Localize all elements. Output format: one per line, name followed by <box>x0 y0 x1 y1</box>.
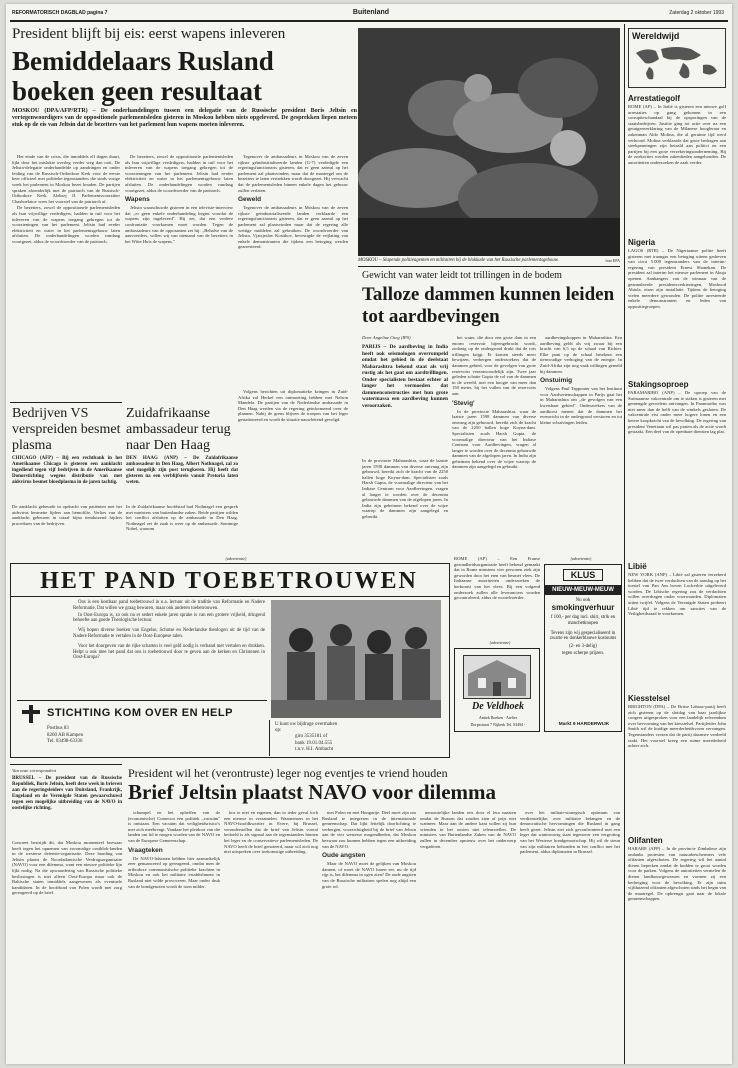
sidebar-item-body: LAGOS (RTR) – De Nigeriaanse politie heeft gisteren met traangas een betoging uiteen gedreven van circa 5.000 tegenstanders van de interim-regering van president Ernest Shonekan. De president zal interim het nieuwe parlement in Abuja openen. Aanhangers van de winnaar van de geannuleerde presidentsverkiezingen, Moshood Abiola, eisen zijn installatie. Tijdens de betoging vielen meerdere gewonden. De politie arresteerde enkele demonstranten en leden van oppositiegroepen. <box>628 248 726 309</box>
sidebar-item-title: Stakingsoproep <box>628 380 689 389</box>
ad1-photo-group <box>271 600 441 718</box>
story2-col2-text: het water, die door een grote dam in een enorm reservoir bijeengebracht wordt, zodanig op de ondergrond drukt dat de rots trillingen krijgt. Er komen steeds meer bewijzen, verbergen onderzoekers dat de dammen gebied, voor de gevolgen van grote reservoirs verantwoordelijk zijn. Twee jaar geleden schatte Gupta de rol van de dammen in de wereld, met een hoogte van meer dan 150 meter, bij het vullen van de reservoirs aan. <box>452 335 536 396</box>
ad1-address-line: Tel. 03498-63336 <box>47 739 83 744</box>
story2-byline: Door Angeline Oseg (IPS) <box>362 335 411 340</box>
ad1-address-line: Postbus 83 <box>47 726 69 731</box>
story1-body2: De bezetters, zowel de oppositionele parlementsleden als hun vrijwillige verdedigers, hadden in ruil voor het inleveren van de wapens toegang gekregen tot de voorzieningen van het parlement. Jeltsin had eerder elektriciteit en water in het parlementsgebouw laten afsluiten. De onderhandelingen worden vandaag voortgezet, aldus de woordvoerder van de patriarch. <box>12 205 120 244</box>
story6-col1-text-b: De NAVO-lidstaten hebben hier aanvankelijk zeer genuanceerd op gereageerd, omdat men de orthodoxe communistische politieke krachten in Moskou en ook het militaire establishment in Rusland niet wilde provoceren. Maar onder druk van de bondgenoten wordt de toon milder. <box>128 855 220 889</box>
story2-lead: PARIJS – De aardbeving in India heeft ook seismologen overrompeld omdat het gebied in de deelstaat Maharashtra bekend staat als vrij rustig als het gaat om aardtrillingen. Onder specialisten bestaat echter al langer het vermoeden dat dammenconstructies met hun grote watermassa een aardbeving kunnen veroorzaken. <box>362 344 448 409</box>
ad3-t2: Nu ook <box>575 598 591 603</box>
ad2-building-icon <box>463 655 531 699</box>
story4-kicker: Zuidafrikaanse ambassadeur terug naar Den Haag <box>126 406 231 453</box>
story2-kicker: Gewicht van water leidt tot trillingen in de bodem <box>362 270 562 281</box>
story5-lead: BRUSSEL – De president van de Russische Republiek, Boris Jeltsin, heeft deze week in brieven aan de regeringsleiders van Duitsland, Frankrijk, Engeland en de Verenigde Staten gewaarschuwd tegen een mogelijke uitbreiding van de NAVO in oostelijke richting. <box>12 776 122 811</box>
story1-col3 <box>238 154 348 251</box>
sidebar-items <box>628 92 726 1056</box>
story1-kicker: President blijft bij eis: eerst wapens inleveren <box>12 26 286 42</box>
sidebar-item-body: BRIGHTON (DPA) – De Britse Labour-partij heeft zich gisteren op de slotdag van haar jaarlijkse congres uitgesproken voor een landelijk referendum over hervorming van het kiesstelsel. Partijleider John Smith wil de huidige meerderheidsvorm vervangen. Tegenstanders vrezen dat de partij daarmee verdeeld raakt. Het voorstel kreeg een ruime meerderheid achter zich. <box>628 704 726 749</box>
ad1-people-image <box>271 600 441 718</box>
story2-top-rule <box>358 266 620 267</box>
sidebar-item-title: Arrestatiegolf <box>628 94 681 103</box>
story6-col2 <box>224 810 318 1058</box>
ad3-t5: Tevens zijn wij gespecialiseerd in zwarte en donkerblauwe kostuums <box>549 630 617 642</box>
ad1-text3: Wij hopen diverse boeken van Engelse, Schotse en Nederlandse theologen uit de tijd van de Nadere Reformatie te vertalen in de Oost-Europese talen. <box>73 628 265 639</box>
sidebar-item-title: Libië <box>628 562 647 571</box>
ad1-text <box>73 600 265 662</box>
ad1-org: STICHTING KOM OVER EN HELP <box>47 707 233 719</box>
sidebar-divider <box>624 24 625 1064</box>
ad3-t4: f 100,- per dag incl. shirt, strik en manchetknopen <box>550 615 616 626</box>
photo-credit: foto EPA <box>605 258 620 263</box>
ad3-label: (advertentie) <box>570 556 592 561</box>
sidebar-item-title: Kiesstelsel <box>628 694 670 703</box>
story5-byline: Van onze correspondent <box>12 768 56 773</box>
ad1-rule <box>11 596 449 597</box>
ad3-t1: NIEUW-MEUW-MEUW <box>545 585 621 595</box>
story1-col1 <box>12 154 120 246</box>
story1-body4: Tegenover de ambassadeurs in Moskou van de zeven rijkste geïndustrialiseerde landen (G-7) verdedigde een regeringsfunctionaris gisteren, dat er geen aanval op het parlement zal plaatsvinden, maar dat de maatregel om de bezetters te laten vertrekken wordt doorgezet. Hij verwacht dat de parlementsleden binnen enkele dagen het gebouw zullen verlaten. <box>238 154 348 193</box>
ad1-address <box>47 726 147 746</box>
story2-col3-text-b: Volgens Paul Tapponier van het Instituut voor Aardwetenschappen in Parijs gaat het in Maharashtra om ,,de gevolgen van een kwetsbaar gebied''. Onderzoekers van de aardkorst menen dat de dammen het evenwicht in de ondergrond verstoren en tot kleine schuivingen leiden. <box>540 386 622 425</box>
ad1-text1: Ons is een kostbaar pand toebetrouwd in o.a. lectuur uit de traditie van Reformatie en Nadere Reformatie. Dat willen we graag bewaren, maar ook anderen toebetrouwen. <box>73 600 265 611</box>
sidebar-item-body: NEW YORK (ANP) – Libië zal gisteren verzekerd hebben dat de twee verdachten van de aanslag op het toestel van Pan Am boven Lockerbie uitgeleverd worden. De Libische regering zou de verdachten willen overdragen onder voorwaarden. Diplomaten uitten twijfel. Volgens de Verenigde Staten probeert Libië tijd te rekken om sancties van de Veiligheidsraad te voorkomen. <box>628 572 726 617</box>
ad1-gift-line: bank 19.01.04.555 <box>295 740 333 746</box>
story6-col3 <box>322 810 416 1058</box>
story3-body: De aanklacht gebeurde in opdracht van patiënten met het aidsvirus besmette lijders aan hemofilie. Verlies van de aanklacht gebeuren in totaal bijna tienduizend hijders procedures van de bedrijven. <box>12 504 122 526</box>
ad1-gift-line: U kunt uw bijdrage overmaken <box>275 722 338 727</box>
story5-body: Concreet bestrijdt dit, dat Moskou momenteel bezwaar heeft tegen het opnemen van voormalige oostblok-landen in de westerse defensie-organisatie. Deze houding van Jeltsin plaatst de Noordatlantische Verdragsorganisatie (NAVO) voor een dilemma, want een nieuwe politieke lijn lijkt nodig. Na die opwaardering van Russische politieke beslissingen is niet alleen Oost-Europa maar ook de Baltische staten inmiddels aangewezen als eventuele kandidaten. In de hoofdstad van Polen wordt met zorg gereageerd op de brief. <box>12 840 122 896</box>
story2-headline: Talloze dammen kunnen leiden tot aardbevingen <box>362 284 615 327</box>
story5-rule <box>10 764 122 765</box>
story6-col4-text: nenoostelijke landen reis door el lera naasten omdat de Russen dat zouden zien af prijs niet wanneer. Maar aan de andere kant willen zij hun vrienden in het oosten niet teleurstellen. De ministers van Buitenlandse Zaken van de NAVO zullen in december opnieuw over het onderwerp vergaderen. <box>420 810 516 849</box>
ad3-t6: (2- en 3-delig) <box>569 644 597 650</box>
story3-rule <box>10 402 122 403</box>
sidebar-item-body: ROME (AP) – In Italië is gisteren een nieuwe golf arrestaties op gang gekomen in een corruptieschandaal bij de opsporingen van de staatsbedrijven. Justitie ging tot actie over na een getuigenverklaring van de Milanese hoogleraar en zakenman Aldo Molina, die al geruime tijd werd verhoord. Molina verklaarde dat grote bedragen aan steekpenningen zijn betaald aan politici en een partijen bij een grote verzekeringsonderneming. Bij de zoekacties werden zakenlieden aangehouden. De autoriteiten onderzoeken de zaak verder. <box>628 104 726 165</box>
ad1-gift-line: op: <box>275 728 282 734</box>
header-paper-name: REFORMATORISCH DAGBLAD pagina 7 <box>12 10 108 16</box>
story1-body1: Het einde van de crisis, die inmiddels elf dagen duurt, lijkt door het mislukte overleg verder weg dan ooit. De Jeltsin-delegatie onderhandelde op aandringen en onder leiding van de Russisch-Orthodoxe Kerk voor de eerste keer officieel met politieke tegenstanders die sinds vorige week het parlement in Moskou bezet houden. De partijen spraken afzonderlijk met de patriarch van de Russisch-Orthodoxe Kerk, Aleksej II. Parlementsvoorzitter Chasboelatov wees het voorstel van de patriarch af. <box>12 154 120 204</box>
story1-body6: Volgens berichten uit diplomatieke kringen in Zuid-Afrika zal Herkel een ontmoeting hebben met Nelson Mandela. De partijen van de Nederlandse ambassade in Den Haag werden via de regering geïnformeerd over de plannen. Nabij de grens blijven de troepen van het leger gestationeerd en wordt de situatie nauwlettend gevolgd. <box>238 389 348 422</box>
story2-col3-text: aardbevingskoppen in Maharashtra. Een aardbeving geldt als vrij zwaar bij een kracht van 6,5 op de schaal van Richter. Elke punt op de schaal betekent een tienvoudige verhoging van de energie. In Zuid-Afrika zijn nog vaak trillingen gemeld bij dammen. <box>540 335 622 374</box>
ad1-label: (advertentie) <box>225 556 247 561</box>
ad1-box <box>10 563 450 758</box>
story3-kicker: Bedrijven VS verspreiden besmet plasma <box>12 406 121 453</box>
story2-col1: In de provincie Maharashtra, waar de laatste jaren 1598 dammen van diverse omvang zijn gebouwd, bereikt zich de kracht van de 2250 ballen hoge Koyna-dam. Specialisten zoals Harsh Gupta, de voormalige directeur van het Indiase Centrum voor Aardbevingen, vragen al langer te worden over de decennia gebouwde dammen van de afgelopen jaren. In India zijn geheimen bekend over de wijze waarop de dammen zijn aangelegd en gebruikt. <box>362 458 448 519</box>
story6-col3-text-b: Maar de NAVO moet de gelijken van Moskou dannen, of moet de NAVO haren eer, nu de tijd rijp is, het dilemma in ogen zien? De oude angsten van de Russische militairen spelen nog altijd een grote rol. <box>322 861 416 889</box>
sidebar-item-title: Olifanten <box>628 836 663 845</box>
ad1-vrule <box>269 720 270 756</box>
sidebar-item-body: PARAMARIBO (ANP) – De oproep van de Surinaamse vakcentrale om te staken is gisteren met gemengde gevoelens ontvangen. In Paramaribo was niet meer dan de helft van de winkels gesloten. De vakcentrale eist onder meer hogere lonen en een betere koopkracht van de bevolking. De regering van president Venetiaan wil pas praten als de actie wordt gestaakt. Een deel van de openbare diensten lag plat. <box>628 390 726 435</box>
story6-col5 <box>520 810 620 1058</box>
story3-lead: CHICAGO (AFP) – Bij een rechtbank in het Amerikaanse Chicago is gisteren een aanklacht ingediend tegen vijf bedrijven in de Amerikaanse Donorstichting wegens distributie van met aidsvirus besmet bloedplasma in de jaren tachtig. <box>12 456 122 485</box>
sidebar-item-body: HARARE (AFP) – In de provincie Zimbabwe zijn ondanks protesten van natuurbeschermers vele olifanten afgeschoten. De regering wil het aantal dieren beperken omdat de kudden te groot worden voor de parken. Volgens de autoriteiten vernielen de dieren landbouwgewassen en vormen zij een bedreiging voor de bevolking. Er zijn ruim vijfduizend olifanten afgeschoten sinds het begin van de maatregel. De opbrengst gaat naar de lokale gemeenschappen. <box>628 846 726 902</box>
ad2-addr: Dorpsstraat 7 Nijkerk Tel. 03494 - <box>470 722 526 727</box>
ad1-gift-line: giro 3535181 of <box>295 734 328 740</box>
story2-sub-stevig: 'Stevig' <box>452 399 475 407</box>
ad1-gift <box>275 722 395 753</box>
story6-headline: Brief Jeltsin plaatst NAVO voor dilemma <box>128 780 497 804</box>
story6-sub-vraagteken: Vraagteken <box>128 846 163 854</box>
ad1-text2: In Oost-Europa is, zo ook nu er sedert enkele jaren sprake is van een grotere vrijheid, dringend behoefte aan goede Theologische lectuur. <box>73 612 265 624</box>
photo-moscow-image <box>358 28 620 256</box>
story6-col1 <box>128 810 220 1058</box>
story1-col2 <box>125 154 233 245</box>
story2-col2-text-b: In de provincie Maharashtra, waar de laatste jaren 1598 dammen van diverse omvang zijn gebouwd, bereikt zich de kracht van de 2250 ballen hoge Koyna-dam. Specialisten zoals Harsh Gupta, de voormalige directeur van het Indiase Centrum voor Aardbevingen, vragen al langer te worden over de decennia gebouwde dammen van de afgelopen jaren. In India zijn geheimen bekend over de wijze waarop de dammen zijn aangelegd en gebruikt. <box>452 408 536 470</box>
story6-col3-text: met Polen en met Hongarije. Deel moet zijn om Rusland te integreren in de internationale gemeenschap. Dat lijkt feitelijk doorlichting te verbergen, voorzichtigheid bij de brief van Jeltsin aan de vier westerse mogendheden, dat Moskou bezwaar zou kunnen hebben tegen een uitbreiding van de NAVO. <box>322 810 416 849</box>
ad2-sub: Antiek Boeken · Atelier <box>478 715 518 720</box>
story1-body5: Tegenover de ambassadeurs in Moskou van de zeven rijkste geïndustrialiseerde landen verklaarde een regeringsfunctionaris gisteren, dat er geen aanval op het parlement zal plaatsvinden maar dat de regering alle wettige middelen zal gebruiken. De woordvoerder van Jeltsin, Vjatsjeslav Kostikov, bevestigde de vrijlating van enkele demonstranten die tijdens een betoging werden gearresteerd. <box>238 205 348 250</box>
story1-col3b <box>238 389 348 424</box>
ad1-title: HET PAND TOEBETROUWEN <box>40 568 418 594</box>
header-date: Zaterdag 2 oktober 1993 <box>669 10 724 16</box>
story6-sub-oude-angsten: Oude angsten <box>322 852 366 860</box>
story4-lead: DEN HAAG (ANP) – De Zuidafrikaanse ambassadeur in Den Haag, Albert Nothnagel, zal zo snel mogelijk zijn post terugkeren. Hij heeft dat gisteren na een verblijfsreis vanuit Pretoria laten weten. <box>126 456 238 485</box>
cross-logo-icon <box>19 704 43 724</box>
story6-col4 <box>420 810 516 1058</box>
header-section: Buitenland <box>352 9 390 16</box>
ad2-box <box>454 648 540 732</box>
ad3-t7: tegen scherpe prijzen. <box>562 651 604 657</box>
sidebar-item-title: Nigeria <box>628 238 656 247</box>
story2-sub-onstuimig: Onstuimig <box>540 377 573 385</box>
ad1-rule2 <box>17 700 267 701</box>
ad3-brand: KLUS <box>563 569 603 581</box>
ad1-text4: Voor het doorgeven van de rijke schatten is veel geld nodig is verband met vertalen en drukken. Helpt u ook mee het pand dat ons is toebetrouwd door te geven aan de kerken en Christenen in Oost-Europa? <box>73 643 265 661</box>
story1-lead: MOSKOU (DPA/AFP/RTR) – De onderhandelingen tussen een delegatie van de Russische president Boris Jeltsin en vertegenwoordigers van de oppositionele parlementsleden gisteren in Moskou hebben niets opgeleverd. De gesprekken liepen meteen stuk op de eis van Jeltsin dat de bezetters van het parlement hun wapens moeten inleveren. <box>12 108 357 128</box>
sidebar-header-box <box>628 28 726 88</box>
story1-body3: Jeltsin waarschuwde gisteren in een televisie-interview dat ,,er geen enkele onderhandeling begint voordat de wapens zijn ingeleverd''. Hij zei, dat een verdere confrontatie voorkomen moet worden. Tegen de ambassadeurs van de opposanten zei hij: ,,Behalve van de aanvoerders, willen wij van niemand van de bezetters in het Witte Huis de wapens.'' <box>125 205 233 244</box>
photo-caption: MOSKOU – Slapende politieagenten en militairen bij de blokkade van het Russische parlementsgebouw. <box>358 258 559 263</box>
ad3-t3: smokingverhuur <box>551 603 615 612</box>
ad2-label: (advertentie) <box>489 640 511 645</box>
world-map-icon <box>631 43 723 85</box>
ad1-address-line: 8260 AB Kampen <box>47 732 84 738</box>
ad3-box <box>544 564 622 732</box>
story2-col4: ROME (AP) – Een Franse gezondheidsorganisatie heeft bekend gemaakt dat in Rome minstens vier personen ziek zijn geworden door het eten van besmet vlees. De Italiaanse autoriteiten onderzoeken de herkomst van het vlees. Bij een volgend onderzoek zullen alle leveranciers worden gecontroleerd, aldus de woordvoerder. <box>454 556 540 601</box>
story2-col3 <box>540 335 622 552</box>
story4-body: In de Zuidafrikaanse hoofdstad had Nothnagel een gesprek met ministers van buitenlandse zaken. Beide partijen wilden het conflict afsluiten op de ambassade in Den Haag. Nothnagel zei de zaak is weer op de ambassade. Sommige Nobel, waarom <box>126 504 238 532</box>
story1-sub-wapens: Wapens <box>125 196 150 204</box>
story6-col1-text: schumpel en het opheffen van de (economische) Comecon een politiek ,,vacuüm'' is ontstaan. Een vacuüm dat veiligheidsrisico's met zich meebrengt. Vandaar het pleidooi van die landen om lid te mogen worden van de NAVO en van de Europese Gemeenschap. <box>128 810 220 843</box>
photo-moscow-soldiers <box>358 28 620 256</box>
story6-col5-text: over het militair-strategisch optimum van verdienstelijke, over militaire belangen en de democratische hervormingen die Rusland in gang heeft gezet. Jeltsin ziet zich geconfronteerd met een leger dat wantrouwig staat tegenover een vergroting van het Westerse bondgenootschap. Hij wil de steun van zijn militairen behouden in het conflict met het parlement, aldus diplomaten in Brussel. <box>520 810 620 855</box>
story1-sub-geweld: Geweld <box>238 196 262 204</box>
story2-col2 <box>452 335 536 552</box>
story6-col2-text: kos te niet en eigenen, dan in ieder geval toch een nieuwe in verzamelen. Waarnemers in het NAVO-hoofdkwartier in Evere, bij Brussel, veronderstellen dat de brief van Jeltsin vooral bedoeld is als signaal aan de tegenstanders binnen het leger en de conservatieve parlementsleden. De NAVO heeft de brief genoteerd, maar wil zich nog niet uitspreken over toekomstige uitbreiding. <box>224 810 318 855</box>
ad3-t8: Markt 9 HARDERWIJK <box>558 722 610 727</box>
story6-kicker: President wil het (verontruste) leger nog eventjes te vriend houden <box>128 766 448 780</box>
header-rule <box>10 20 728 22</box>
sidebar-title: Wereldwijd <box>632 31 680 41</box>
story1-body2b: De bezetters, zowel de oppositionele parlementsleden als hun vrijwillige verdedigers, hadden in ruil voor het inleveren van de wapens toegang gekregen tot de voorzieningen van het parlement. Jeltsin had eerder elektriciteit en water in het parlementsgebouw laten afsluiten. De onderhandelingen worden vandaag voortgezet, aldus de woordvoerder van de patriarch. <box>125 154 233 193</box>
ad2-name: De Veldhoek <box>472 701 524 712</box>
story1-headline: Bemiddelaars Rusland boeken geen resultaat <box>12 46 274 106</box>
newspaper-page <box>6 4 732 1064</box>
ad1-gift-line: t.n.v. H.I. Ambacht <box>295 746 334 752</box>
